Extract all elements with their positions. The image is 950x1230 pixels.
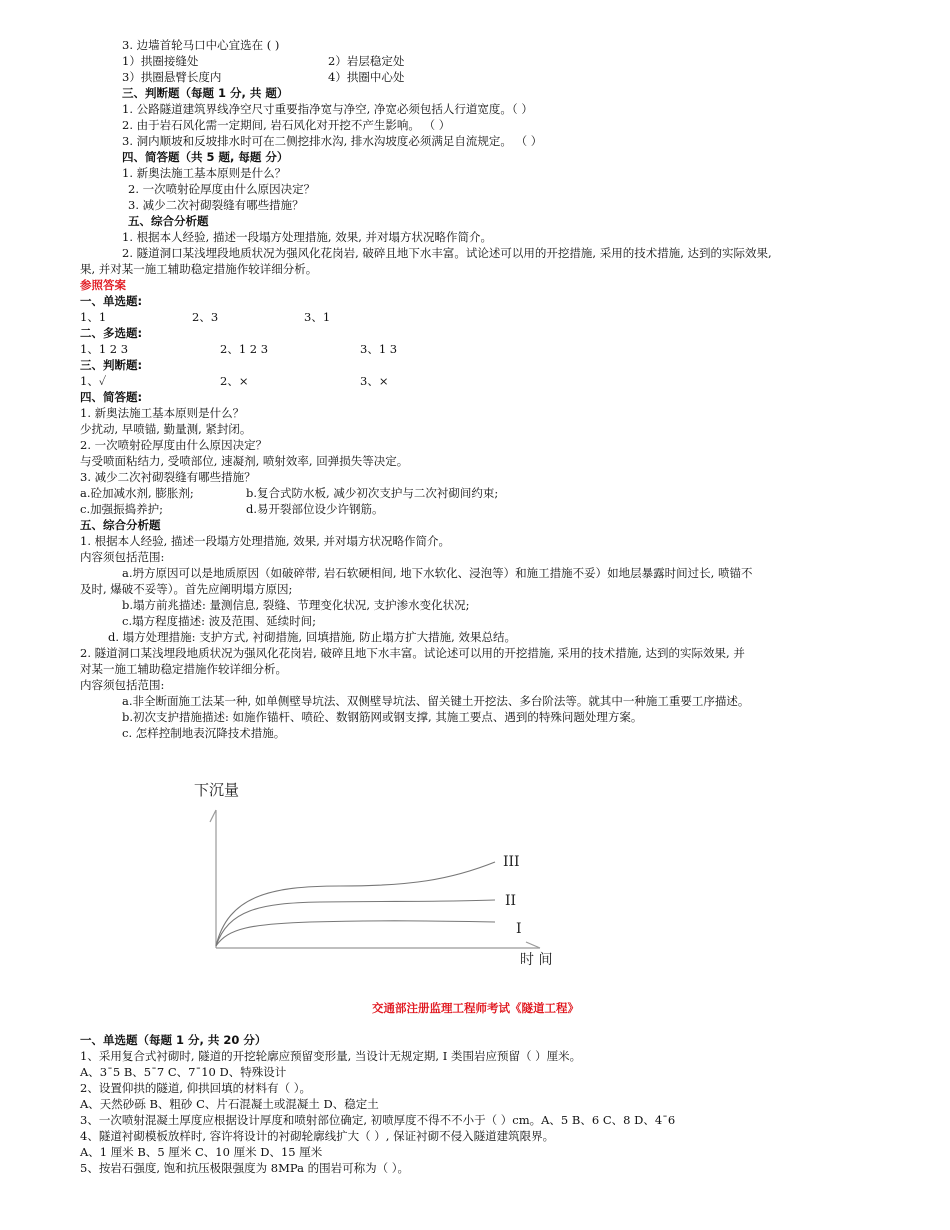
answer-item: 3、1 [304, 310, 331, 324]
analysis-question-2: 2. 隧道洞口某浅埋段地质状况为强风化花岗岩, 破碎且地下水丰富。试论述可以用的开挖措施, 采用的技术措施, 达到的实际效果, [122, 246, 772, 260]
series-line-ii [216, 900, 495, 946]
answer-text: 与受喷面粘结力, 受喷部位, 速凝剂, 喷射效率, 回弹损失等决定。 [80, 454, 409, 468]
answer-text: a.坍方原因可以是地质原因（如破碎带, 岩石软硬相间, 地下水软化、浸泡等）和施工措施不妥）如地层暴露时间过长, 喷锚不 [122, 566, 753, 580]
analysis-question-1: 1. 根据本人经验, 描述一段塌方处理措施, 效果, 并对塌方状况略作简介。 [122, 230, 493, 244]
answer-text: 少扰动, 早喷锚, 勤量测, 紧封闭。 [80, 422, 252, 436]
answer-text: c.加强振捣养护; [80, 502, 163, 516]
answer-text: c.塌方程度描述: 波及范围、延续时间; [122, 614, 316, 628]
answer-text: 及时, 爆破不妥等）。首先应阐明塌方原因; [80, 582, 293, 596]
answer-question-cont: 对某一施工辅助稳定措施作较详细分析。 [80, 662, 287, 676]
answer-text: a.非全断面施工法某一种, 如单侧壁导坑法、双侧壁导坑法、留关键土开挖法、多台阶法等。就其中一种施工重要工序描述。 [122, 694, 750, 708]
true-false-1: 1. 公路隧道建筑界线净空尺寸重要指净宽与净空, 净宽必须包括人行道宽度。（ ） [122, 102, 533, 116]
answer-text: b.初次支护措施描述: 如施作锚杆、喷砼、数钢筋网或钢支撑, 其施工要点、遇到的特殊问题处理方案。 [122, 710, 643, 724]
section-heading-short-answer: 四、简答题（共 5 题, 每题 分） [122, 150, 289, 164]
answer-question: 1. 根据本人经验, 描述一段塌方处理措施, 效果, 并对塌方状况略作简介。 [80, 534, 451, 548]
option-4: 4）拱圈中心处 [328, 70, 405, 84]
short-answer-3: 3. 减少二次衬砌裂缝有哪些措施？ [128, 198, 304, 212]
answer-text: d. 塌方处理措施: 支护方式, 衬砌措施, 回填措施, 防止塌方扩大措施, 效果总结。 [108, 630, 516, 644]
y-axis-label: 下沉量 [194, 781, 240, 799]
answer-item: 2、1 2 3 [220, 342, 269, 356]
answer-item: 1、1 2 3 [80, 342, 129, 356]
answer-text: a.砼加减水剂, 膨胀剂; [80, 486, 194, 500]
answer-item: 1、1 [80, 310, 107, 324]
question-1: 1、采用复合式衬砌时, 隧道的开挖轮廓应预留变形量, 当设计无规定期, I 类围岩应预留（ ）厘米。 [80, 1049, 582, 1063]
answer-item: 3、× [360, 374, 389, 388]
answer-item: 3、1 3 [360, 342, 398, 356]
series-line-i [216, 921, 495, 946]
series-label-i: I [516, 921, 522, 937]
section-heading-true-false: 三、判断题（每题 1 分, 共 题） [122, 86, 289, 100]
exam-title: 交通部注册监理工程师考试《隧道工程》 [372, 1001, 579, 1015]
series-label-ii: II [505, 893, 517, 909]
answers-multi-choice-heading: 二、多选题: [80, 326, 143, 340]
option-1: 1）拱圈接缝处 [122, 54, 199, 68]
question-2: 2、设置仰拱的隧道, 仰拱回填的材料有（ ）。 [80, 1081, 312, 1095]
choice-question-3: 3. 边墙首轮马口中心宜选在 ( ) [122, 38, 280, 52]
answer-question: 2. 隧道洞口某浅埋段地质状况为强风化花岗岩, 破碎且地下水丰富。试论述可以用的开挖措施, 采用的技术措施, 达到的实际效果, 并 [80, 646, 745, 660]
series-label-iii: III [503, 854, 520, 870]
analysis-question-2-cont: 果, 并对某一施工辅助稳定措施作较详细分析。 [80, 262, 318, 276]
question-2-options: A、天然砂砾 B、粗砂 C、片石混凝土或混凝土 D、稳定土 [80, 1097, 379, 1111]
answers-title: 参照答案 [80, 278, 126, 292]
question-1-options: A、3¯5 B、5¯7 C、7¯10 D、特殊设计 [80, 1065, 287, 1079]
question-5: 5、按岩石强度, 饱和抗压极限强度为 8MPa 的围岩可称为（ ）。 [80, 1161, 410, 1175]
question-3: 3、一次喷射混凝土厚度应根据设计厚度和喷射部位确定, 初喷厚度不得不不小于（ ）cm。A、5 B、6 C、8 D、4¯6 [80, 1113, 676, 1127]
answer-item: 2、3 [192, 310, 219, 324]
answer-text: b.复合式防水板, 减少初次支护与二次衬砌间约束; [246, 486, 499, 500]
answer-item: 2、× [220, 374, 249, 388]
answers-true-false-heading: 三、判断题: [80, 358, 143, 372]
question-4-options: A、1 厘米 B、5 厘米 C、10 厘米 D、15 厘米 [80, 1145, 323, 1159]
section-heading-analysis: 五、综合分析题 [128, 214, 209, 228]
x-axis-arrow [526, 942, 540, 948]
answer-item: 1、✓ [80, 374, 107, 388]
answer-question: 3. 减少二次衬砌裂缝有哪些措施？ [80, 470, 256, 484]
x-axis-label: 时 间 [520, 952, 553, 968]
question-4: 4、隧道衬砌模板放样时, 容许将设计的衬砌轮廓线扩大（ ）, 保证衬砌不侵入隧道建筑限界。 [80, 1129, 555, 1143]
answer-question: 1. 新奥法施工基本原则是什么？ [80, 406, 245, 420]
settlement-chart [180, 770, 580, 975]
true-false-3: 3. 洞内顺坡和反坡排水时可在二侧挖排水沟, 排水沟坡度必须满足自流规定。 （ ） [122, 134, 543, 148]
true-false-2: 2. 由于岩石风化需一定期间, 岩石风化对开挖不产生影响。 （ ） [122, 118, 451, 132]
short-answer-1: 1. 新奥法施工基本原则是什么？ [122, 166, 287, 180]
answer-text: d.易开裂部位设少许钢筋。 [246, 502, 384, 516]
y-axis-arrow [210, 810, 216, 822]
answer-text: b.塌方前兆描述: 量测信息, 裂缝、节理变化状况, 支护渗水变化状况; [122, 598, 470, 612]
answers-short-answer-heading: 四、简答题: [80, 390, 143, 404]
answer-scope-label: 内容须包括范围: [80, 678, 165, 692]
section-heading-single-choice: 一、单选题（每题 1 分, 共 20 分） [80, 1033, 267, 1047]
short-answer-2: 2. 一次喷射砼厚度由什么原因决定？ [128, 182, 316, 196]
answer-question: 2. 一次喷射砼厚度由什么原因决定？ [80, 438, 268, 452]
answers-analysis-heading: 五、综合分析题 [80, 518, 161, 532]
option-3: 3）拱圈悬臂长度内 [122, 70, 222, 84]
answer-text: c. 怎样控制地表沉降技术措施。 [122, 726, 286, 740]
option-2: 2）岩层稳定处 [328, 54, 405, 68]
answer-scope-label: 内容须包括范围: [80, 550, 165, 564]
series-line-iii [216, 862, 495, 946]
answers-single-choice-heading: 一、单选题: [80, 294, 143, 308]
